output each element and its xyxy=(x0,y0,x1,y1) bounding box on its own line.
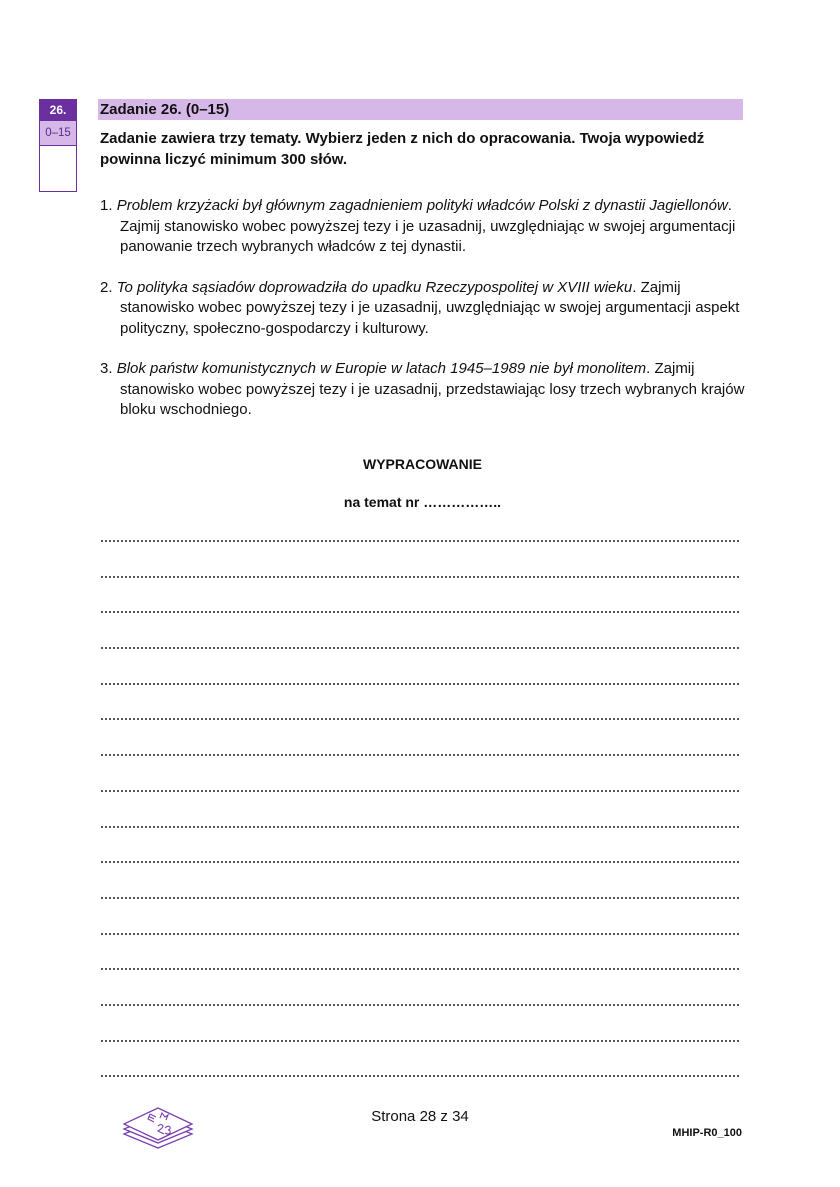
answer-line[interactable] xyxy=(101,1040,739,1076)
topic-number: 3. xyxy=(100,360,117,377)
task-content xyxy=(100,128,745,511)
answer-line[interactable] xyxy=(101,861,739,897)
essay-title: WYPRACOWANIE xyxy=(363,455,482,472)
task-score-box xyxy=(39,99,77,192)
answer-lines[interactable] xyxy=(101,540,739,1111)
answer-line[interactable] xyxy=(101,647,739,683)
answer-line[interactable] xyxy=(101,1004,739,1040)
topic-instruction: . Zajmij stanowisko wobec powyższej tezy i je uzasadnij, uwzględniając w swojej argumentacji aspekt polityczny, społeczno-gospodarczy i kulturowy. xyxy=(120,278,740,337)
task-title: Zadanie 26. (0–15) xyxy=(100,101,230,118)
topic-thesis: Blok państw komunistycznych w Europie w latach 1945–1989 nie był monolitem xyxy=(116,360,647,377)
score-entry-field[interactable] xyxy=(40,146,76,191)
answer-line[interactable] xyxy=(101,611,739,647)
task-number: 26. xyxy=(40,100,76,121)
topic-number: 2. xyxy=(100,278,117,296)
topic-thesis: To polityka sąsiadów doprowadziła do upadku Rzeczypospolitej w XVIII wieku xyxy=(116,278,633,296)
answer-line[interactable] xyxy=(101,968,739,1004)
topic-2 xyxy=(100,278,745,340)
topic-3 xyxy=(100,359,745,421)
answer-line[interactable] xyxy=(101,897,739,933)
answer-line[interactable] xyxy=(101,718,739,754)
topic-instruction: . Zajmij stanowisko wobec powyższej tezy i je uzasadnij, przedstawiając losy trzech wybranych krajów bloku wschodniego. xyxy=(120,360,745,418)
essay-topic-number: na temat nr …………….. xyxy=(343,493,502,510)
answer-line[interactable] xyxy=(101,933,739,969)
answer-line[interactable] xyxy=(101,790,739,826)
answer-line[interactable] xyxy=(101,826,739,862)
page-number: Strona 28 z 34 xyxy=(371,1108,469,1125)
task-header-bar xyxy=(98,99,743,120)
answer-line[interactable] xyxy=(101,1075,739,1111)
task-instruction: Zadanie zawiera trzy tematy. Wybierz jeden z nich do opracowania. Twoja wypowiedź powinna liczyć minimum 300 słów. xyxy=(100,130,705,168)
topic-1 xyxy=(100,196,745,258)
task-points: 0–15 xyxy=(40,121,76,146)
answer-line[interactable] xyxy=(101,576,739,612)
answer-line[interactable] xyxy=(101,683,739,719)
topic-thesis: Problem krzyżacki był głównym zagadnieniem polityki władców Polski z dynastii Jagiellonów xyxy=(116,197,728,214)
topic-instruction: . Zajmij stanowisko wobec powyższej tezy i je uzasadnij, uwzględniając w swojej argumentacji panowanie trzech wybranych władców z tej dynastii. xyxy=(120,197,736,255)
topic-number: 1. xyxy=(100,197,117,214)
answer-line[interactable] xyxy=(101,754,739,790)
exam-code: MHIP-R0_100 xyxy=(672,1127,742,1139)
em23-logo-icon xyxy=(120,1100,196,1152)
answer-line[interactable] xyxy=(101,540,739,576)
